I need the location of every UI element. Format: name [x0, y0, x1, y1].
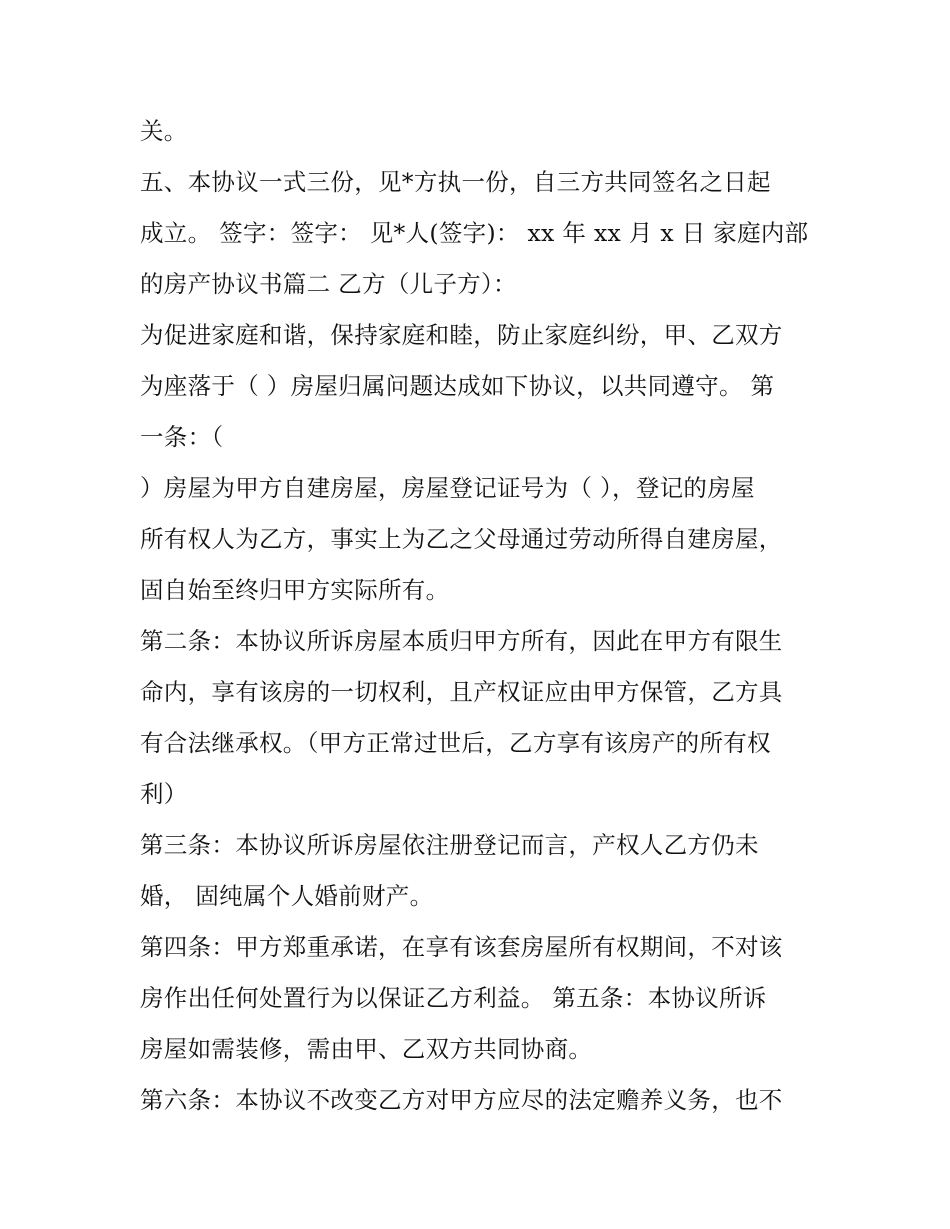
text-line: 为促进家庭和谐，保持家庭和睦，防止家庭纠纷，甲、乙双方: [140, 321, 783, 349]
text-line: 五、本协议一式三份，见*方执一份，自三方共同签名之日起: [140, 168, 771, 196]
document-body: [140, 106, 816, 1126]
text-line: 第二条：本协议所诉房屋本质归甲方所有，因此在甲方有限生: [140, 627, 783, 655]
text-line: 房作出任何处置行为以保证乙方利益。 第五条：本协议所诉: [140, 984, 767, 1012]
text-line: 关。: [140, 117, 188, 145]
text-line: 为座落于（ ）房屋归属问题达成如下协议，以共同遵守。 第: [140, 372, 775, 400]
text-line: ）房屋为甲方自建房屋，房屋登记证号为（ ），登记的房屋: [140, 474, 755, 502]
text-line: 婚， 固纯属个人婚前财产。: [140, 882, 434, 910]
text-line: 固自始至终归甲方实际所有。: [140, 576, 450, 604]
text-line: 有合法继承权。（甲方正常过世后，乙方享有该房产的所有权: [140, 729, 771, 757]
text-line: 一条：（: [140, 423, 224, 451]
text-line: 命内，享有该房的一切权利，且产权证应由甲方保管，乙方具: [140, 678, 783, 706]
text-line: 的房产协议书篇二 乙方（儿子方）：: [140, 270, 517, 298]
text-line: 第三条：本协议所诉房屋依注册登记而言，产权人乙方仍未: [140, 831, 759, 859]
text-line: 利）: [140, 780, 188, 808]
text-line: 房屋如需装修，需由甲、乙双方共同协商。: [140, 1035, 593, 1063]
text-line: 第六条：本协议不改变乙方对甲方应尽的法定赡养义务，也不: [140, 1086, 783, 1114]
text-line: 所有权人为乙方，事实上为乙之父母通过劳动所得自建房屋，: [140, 525, 783, 553]
text-line: 第四条：甲方郑重承诺，在享有该套房屋所有权期间，不对该: [140, 933, 783, 961]
text-line: 成立。 签字：签字： 见*人(签字)： xx 年 xx 月 x 日 家庭内部: [140, 219, 809, 247]
